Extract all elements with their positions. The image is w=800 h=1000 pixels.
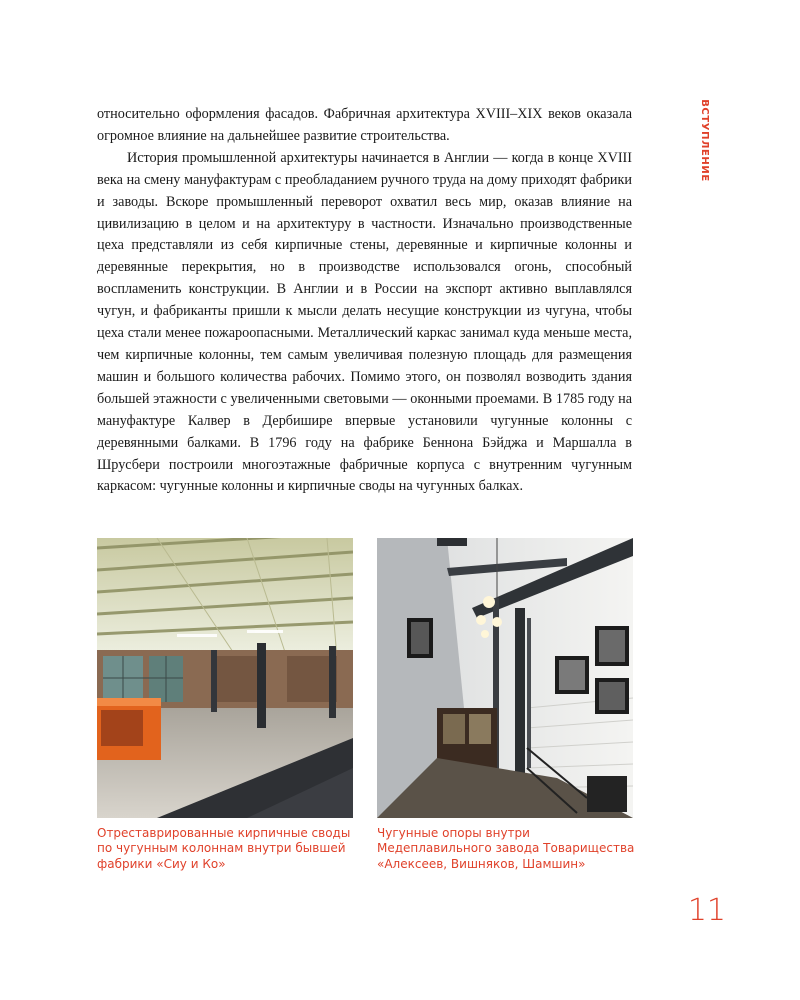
photo-restored-factory-hall — [97, 538, 353, 818]
page-number: 11 — [687, 893, 726, 928]
factory-hall-illustration — [97, 538, 353, 818]
body-text — [97, 104, 632, 498]
body-paragraph-1: относительно оформления фасадов. Фабричная архитектура XVIII–XIX веков оказала огромное влияние на дальнейшее развитие строительства. — [97, 106, 632, 144]
section-label — [693, 100, 715, 180]
caption-photo-1: Отреставрированные кирпичные своды по чугунным колоннам внутри бывшей фабрики «Сиу и Ко» — [97, 826, 351, 871]
section-label-text: ВСТУПЛЕНИЕ — [698, 98, 710, 182]
plant-interior-illustration — [377, 538, 633, 818]
body-paragraph-2: История промышленной архитектуры начинается в Англии — когда в конце XVIII века на смену мануфактурам с преобладанием ручного труда на дому приходят фабрики и заводы. Вскоре промышленный переворот охватил весь мир, оказав влияние на цивилизацию в целом и на архитектуру в частности. Изначально производственные цеха представляли из себя кирпичные стены, деревянные и кирпичные колонны и деревянные перекрытия, но в производстве использовался огонь, способный воспламенить конструкции. В Англии и в России на экспорт активно выплавлялся чугун, и фабриканты пришли к мысли делать несущие конструкции из чугуна, чтобы цеха стали менее пожароопасными. Металлический каркас занимал куда меньше места, чем кирпичные колонны, тем самым увеличивая полезную площадь для размещения машин и большого количества рабочих. Помимо этого, он позволял возводить здания большей этажности с увеличенными световыми — оконными проемами. В 1785 году на мануфактуре Калвер в Дербишире впервые установили чугунные колонны с деревянными балками. В 1796 году на фабрике Беннона Бэйджа и Маршалла в Шрусбери построили многоэтажные фабричные корпуса с внутренним чугунным каркасом: чугунные колонны и кирпичные своды на чугунных балках. — [97, 149, 632, 495]
caption-photo-2: Чугунные опоры внутри Медеплавильного завода Товарищества «Алексеев, Вишняков, Шамшин» — [377, 826, 635, 871]
photo-copper-smelting-plant-interior — [377, 538, 633, 818]
